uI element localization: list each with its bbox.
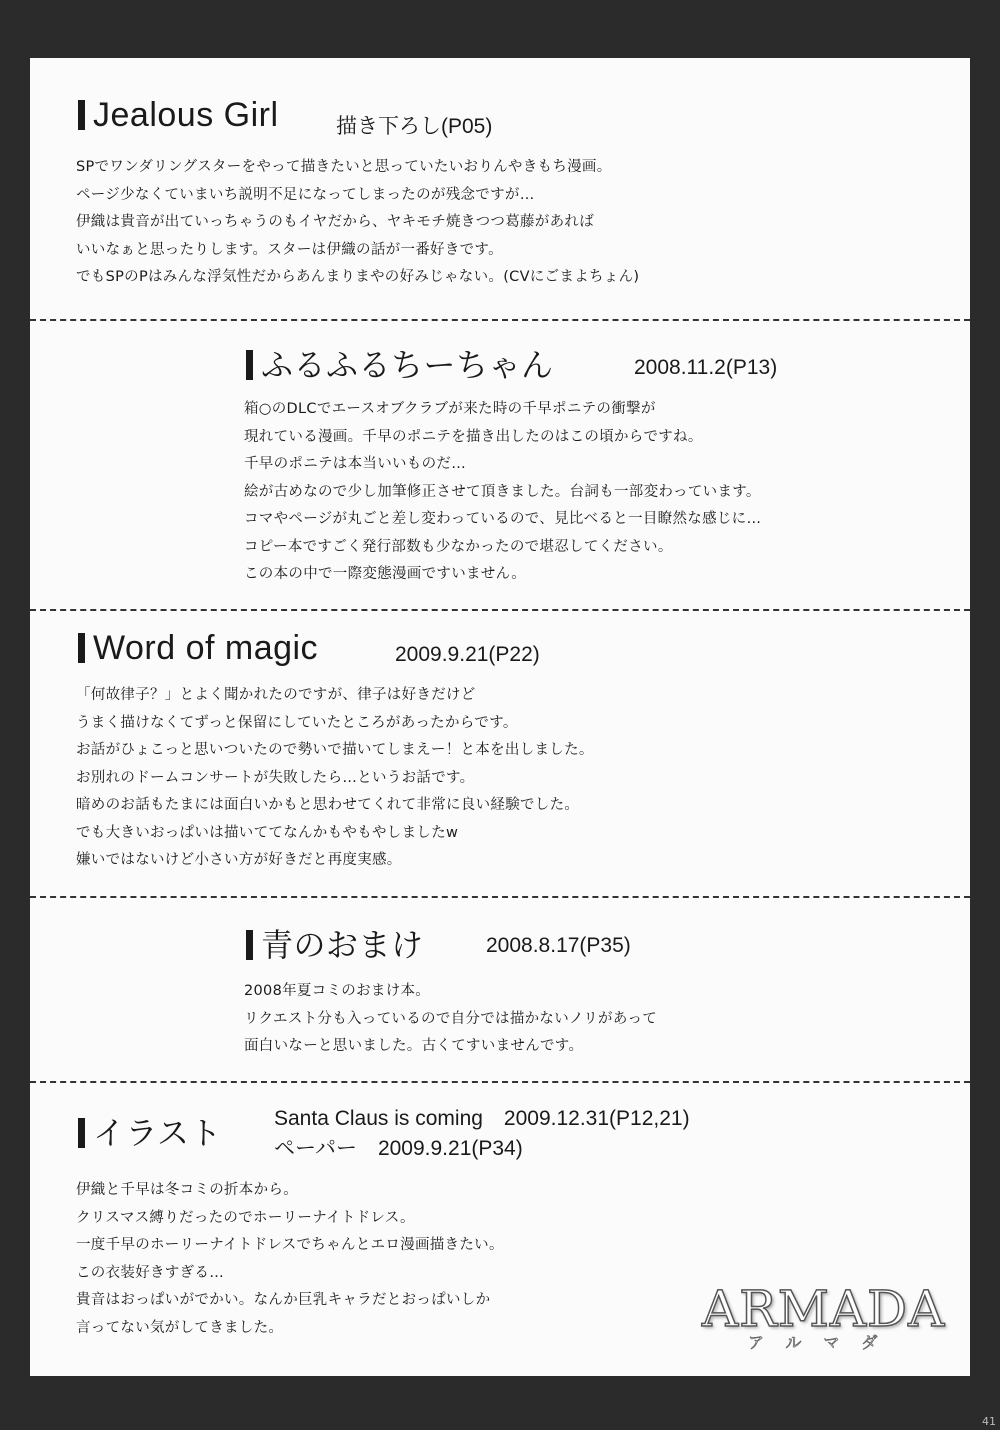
body-line: 一度千早のホーリーナイトドレスでちゃんとエロ漫画描きたい。 [76,1237,504,1253]
body-line: 貴音はおっぱいがでかい。なんか巨乳キャラだとおっぱいしか [76,1292,491,1308]
body-line: 絵が古めなので少し加筆修正させて頂きました。台詞も一部変わっています。 [244,483,761,500]
document-page [30,58,970,1376]
body-line: うまく描けなくてずっと保留にしていたところがあったからです。 [76,714,518,731]
heading-bar [246,350,253,380]
heading-bar [246,930,253,960]
body-line: 面白いなーと思いました。古くてすいませんです。 [244,1038,584,1054]
page-number: 41 [982,1415,996,1428]
body-line: リクエスト分も入っているので自分では描かないノリがあって [244,1010,658,1027]
logo-text: ARMADA [702,1280,946,1338]
section-title: Jealous Girl [93,96,279,134]
body-line: でもSPのPはみんな浮気性だからあんまりまやの好みじゃない。(CVにごまよちょん) [76,269,640,285]
section-divider [30,609,970,611]
section-divider [30,896,970,898]
section-heading [78,1108,222,1154]
heading-bar [78,100,85,130]
body-line: この本の中で一際変態漫画ですいません。 [244,566,527,582]
section-title: イラスト [93,1114,223,1152]
body-line: 暗めのお話もたまには面白いかもと思わせてくれて非常に良い経験でした。 [76,797,580,813]
section-heading [78,629,318,668]
section-body [76,682,594,875]
body-line: でも大きいおっぱいは描いててなんかもやもやしましたw [76,824,459,841]
body-line: 伊織は貴音が出ていっちゃうのもイヤだから、ヤキモチ焼きつつ葛藤があれば [76,214,594,230]
section-subtitle: 2009.9.21(P22) [395,643,540,666]
armada-logo [702,1280,946,1360]
body-line: お別れのドームコンサートが失敗したら…というお話です。 [76,769,475,786]
body-line: 2008年夏コミのおまけ本。 [244,983,431,999]
section-heading [246,920,424,966]
section-subtitle: 2008.11.2(P13) [634,356,778,379]
body-line: ページ少なくていまいち説明不足になってしまったのが残念ですが… [76,186,535,203]
body-line: 「何故律子？」とよく聞かれたのですが、律子は好きだけど [76,687,476,703]
body-line: 箱○のDLCでエースオブクラブが来た時の千早ポニテの衝撃が [244,401,656,417]
body-line: コピー本ですごく発行部数も少なかったので堪忍してください。 [244,538,673,555]
heading-bar [78,1118,85,1148]
body-line: お話がひょこっと思いついたので勢いで描いてしまえー！と本を出しました。 [76,742,594,758]
section-subtitle: 2008.8.17(P35) [486,934,631,957]
body-line: SPでワンダリングスターをやって描きたいと思っていたいおりんやきもち漫画。 [76,159,612,175]
section-body [244,396,761,589]
body-line: 現れている漫画。千早のポニテを描き出したのはこの頃からですね。 [244,428,703,445]
section-body [244,978,657,1061]
body-line: 千早のポニテは本当いいものだ… [244,456,466,472]
logo-kana: アルマダ [748,1333,900,1352]
body-line: コマやページが丸ごと差し変わっているので、見比べると一目瞭然な感じに… [244,511,762,527]
section-subtitle: 描き下ろし(P05) [336,115,493,138]
section-divider [30,319,970,321]
section-body [76,1177,504,1342]
section-title: ふるふるちーちゃん [261,346,554,384]
section-divider [30,1081,970,1083]
section-title: 青のおまけ [261,926,424,964]
section-heading [78,96,279,135]
section-subtitle: ペーパー 2009.9.21(P34) [274,1137,523,1160]
body-line: この衣装好きすぎる… [76,1264,224,1281]
section-subtitle: Santa Claus is coming 2009.12.31(P12,21) [274,1107,690,1130]
section-body [76,154,639,292]
body-line: 言ってない気がしてきました。 [76,1319,284,1336]
body-line: 嫌いではないけど小さい方が好きだと再度実感。 [76,852,402,868]
body-line: 伊織と千早は冬コミの折本から。 [76,1182,298,1198]
section-title: Word of magic [93,629,319,667]
section-heading [246,340,554,386]
body-line: クリスマス縛りだったのでホーリーナイトドレス。 [76,1209,415,1226]
heading-bar [78,633,85,663]
body-line: いいなぁと思ったりします。スターは伊織の話が一番好きです。 [76,241,503,258]
